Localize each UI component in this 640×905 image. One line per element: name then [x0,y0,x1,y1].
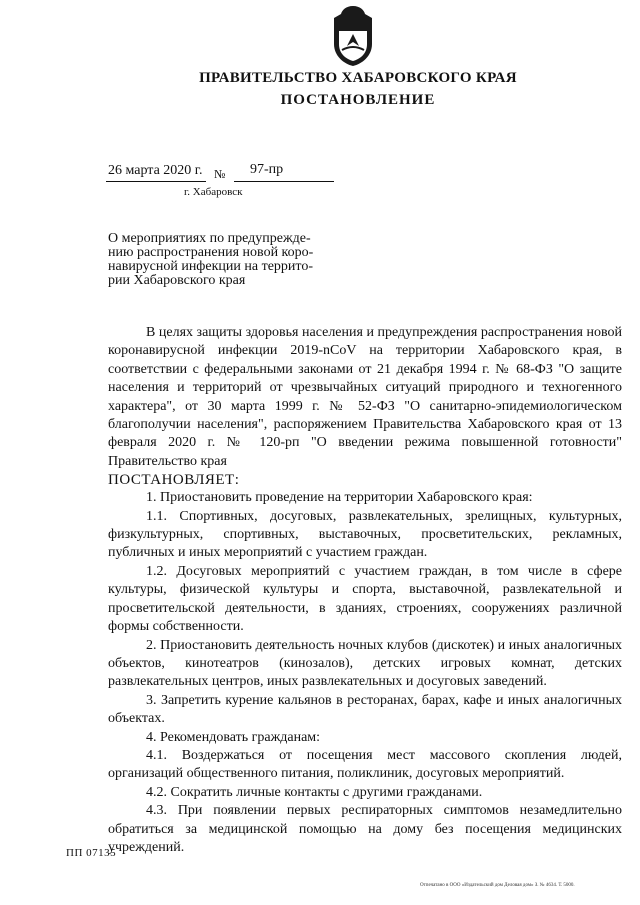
paragraph: 2. Приостановить деятельность ночных клубов (дискотек) и иных аналогичных объектов, кинотеатров (кинозалов), детских игровых комнат, детских развлекательных центров, иных развлекательных и досуговых заведений. [108,637,622,690]
document-number: 97-пр [250,162,284,177]
resolution-keyword: ПОСТАНОВЛЯЕТ: [108,472,240,489]
subject-line: О мероприятиях по предупрежде- [108,231,311,246]
document-city: г. Хабаровск [184,186,243,198]
paragraph: 4.2. Сократить личные контакты с другими гражданами. [146,784,483,800]
document-body [108,324,622,857]
paragraph: 4. Рекомендовать гражданам: [146,729,321,745]
paragraph: 1. Приостановить проведение на территории Хабаровского края: [146,490,533,506]
paragraph: 3. Запретить курение кальянов в ресторанах, барах, кафе и иных аналогичных объектах. [108,692,622,727]
number-underline [234,181,334,182]
coat-of-arms-icon [322,4,384,68]
subject-line: рии Хабаровского края [108,273,246,288]
subject-line: навирусной инфекции на террито- [108,259,313,274]
document-date: 26 марта 2020 г. [108,163,203,178]
document-type: ПОСТАНОВЛЕНИЕ [280,92,436,108]
government-title: ПРАВИТЕЛЬСТВО ХАБАРОВСКОГО КРАЯ [199,70,517,86]
print-note: Отпечатано в ООО «Издательский дом Деловая дом» З. № 4634. Т. 5000. [420,883,575,888]
document-code: ПП 07135 [66,847,117,859]
paragraph: 4.1. Воздержаться от посещения мест массового скопления людей, организаций общественного питания, поликлиник, досуговых мероприятий. [108,747,622,782]
paragraph: 1.2. Досуговых мероприятий с участием граждан, в том числе в сфере культуры, физической культуры и спорта, выставочной, развлекательной и просветительской деятельности, в зданиях, строениях, сооружениях различной формы собственности. [108,563,622,635]
paragraph: 4.3. При появлении первых респираторных симптомов незамедлительно обратиться за медицинской помощью на дому без посещения медицинских учреждений. [108,803,622,855]
document-subject [108,232,340,288]
paragraph: 1.1. Спортивных, досуговых, развлекательных, зрелищных, культурных, физкультурных, спортивных, выставочных, просветительских, рекламных, публичных и иных мероприятий с участием граждан. [108,508,622,561]
subject-line: нию распространения новой коро- [108,245,314,260]
number-sign: № [214,167,226,181]
preamble: В целях защиты здоровья населения и предупреждения распространения новой коронавирусной инфекции 2019-nCoV на территории Хабаровского края, в соответствии с федеральными законами от 21 декабря 1994 г. № 68-ФЗ "О защите населения и территорий от чрезвычайных ситуаций природного и техногенного характера", от 30 марта 1999 г. № 52-ФЗ "О санитарно-эпидемиологическом благополучии населения", распоряжением Правительства Хабаровского края от 13 февраля 2020 г. № 120-рп "О введении режима повышенной готовности" Правительство края [108,325,622,469]
date-underline [106,181,206,182]
